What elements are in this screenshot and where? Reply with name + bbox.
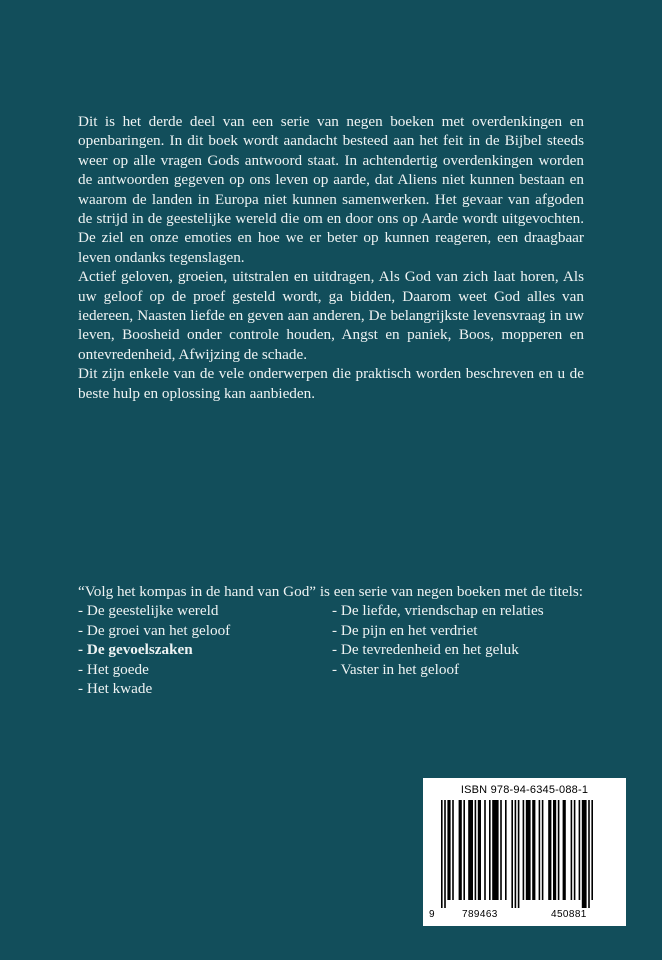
barcode-bar [463, 800, 465, 900]
isbn-label: ISBN 978-94-6345-088-1 [460, 784, 589, 796]
series-titles-right [332, 601, 584, 698]
barcode-bar [542, 800, 544, 900]
blurb-paragraph-topics: Actief geloven, groeien, uitstralen en uitdragen, Als God van zich laat horen, Als uw geloof op de proef gesteld wordt, ga bidden, Daarom weet God alles van iedereen, Naasten liefde en geven aan anderen, De belangrijkste levensvraag in uw leven, Boosheid onder controle houden, Angst en paniek, Boos, mopperen en ontevredenheid, Afwijzing de schade. [78, 268, 584, 363]
barcode-bar [579, 800, 581, 900]
series-title: - De geestelijke wereld [78, 602, 219, 620]
barcode-bar [511, 800, 513, 908]
barcode-bar [523, 800, 525, 900]
isbn-barcode [423, 778, 626, 926]
series-title: - Vaster in het geloof [332, 660, 460, 678]
barcode-bar [484, 800, 486, 900]
barcode-bar [548, 800, 551, 900]
back-cover-blurb [78, 112, 584, 403]
series-title-current: - De gevoelszaken [78, 641, 193, 659]
barcode-bar [571, 800, 573, 900]
barcode-bar [515, 800, 517, 908]
barcode-bar [558, 800, 560, 900]
barcode-bar [526, 800, 531, 900]
barcode-bar [591, 800, 593, 900]
barcode-left-digits: 789463 [462, 909, 498, 920]
barcode-right-digits: 450881 [551, 909, 587, 920]
series-title: - De tevredenheid en het geluk [332, 641, 519, 659]
barcode-bar [582, 800, 587, 908]
barcode-bar [532, 800, 535, 900]
series-title-list [78, 601, 584, 698]
barcode-bar [444, 800, 446, 908]
series-title: - De pijn en het verdriet [332, 621, 478, 639]
barcode-bar [478, 800, 481, 900]
barcode-bar [574, 800, 576, 900]
barcode-bar [500, 800, 502, 900]
series-titles-left [78, 601, 332, 698]
barcode-bar [539, 800, 541, 900]
barcode-bars [441, 800, 617, 908]
series-title: - De liefde, vriendschap en relaties [332, 602, 544, 620]
blurb-paragraph-intro: Dit is het derde deel van een serie van negen boeken met overdenkingen en openbaringen. In dit boek wordt aandacht besteed aan het feit in de Bijbel steeds weer op alle vragen Gods antwoord staat. In achtendertig overdenkingen worden de antwoorden gegeven op ons leven op aarde, dat Aliens niet kunnen bestaan en waarom de landen in Europa niet kunnen samenwerken. Het gevaar van afgoden de strijd in de geestelijke wereld die om en door ons op Aarde wordt uitgevochten. De ziel en onze emoties en hoe we er beter op kunnen reageren, een draagbaar leven ondanks tegenslagen. [78, 113, 584, 266]
barcode-bar [468, 800, 473, 900]
series-title: - Het goede [78, 660, 149, 678]
series-intro: “Volg het kompas in de hand van God” is een serie van negen boeken met de titels: [78, 583, 583, 600]
barcode-bar [447, 800, 450, 900]
barcode-bar [475, 800, 477, 900]
barcode-bar [588, 800, 590, 908]
barcode-bar [459, 800, 462, 900]
barcode-bar [492, 800, 498, 900]
barcode-bar [452, 800, 454, 900]
barcode-bar [441, 800, 443, 908]
series-title: - Het kwade [78, 680, 153, 698]
series-section [78, 582, 584, 698]
barcode-first-digit: 9 [429, 909, 435, 920]
series-title: - De groei van het geloof [78, 621, 231, 639]
barcode-bar [553, 800, 556, 900]
barcode-bar [563, 800, 566, 900]
barcode-bar [505, 800, 507, 900]
barcode-bar [489, 800, 491, 900]
blurb-paragraph-closing: Dit zijn enkele van de vele onderwerpen die praktisch worden beschreven en u de beste hulp en oplossing kan aanbieden. [78, 365, 584, 402]
barcode-bar [518, 800, 520, 908]
